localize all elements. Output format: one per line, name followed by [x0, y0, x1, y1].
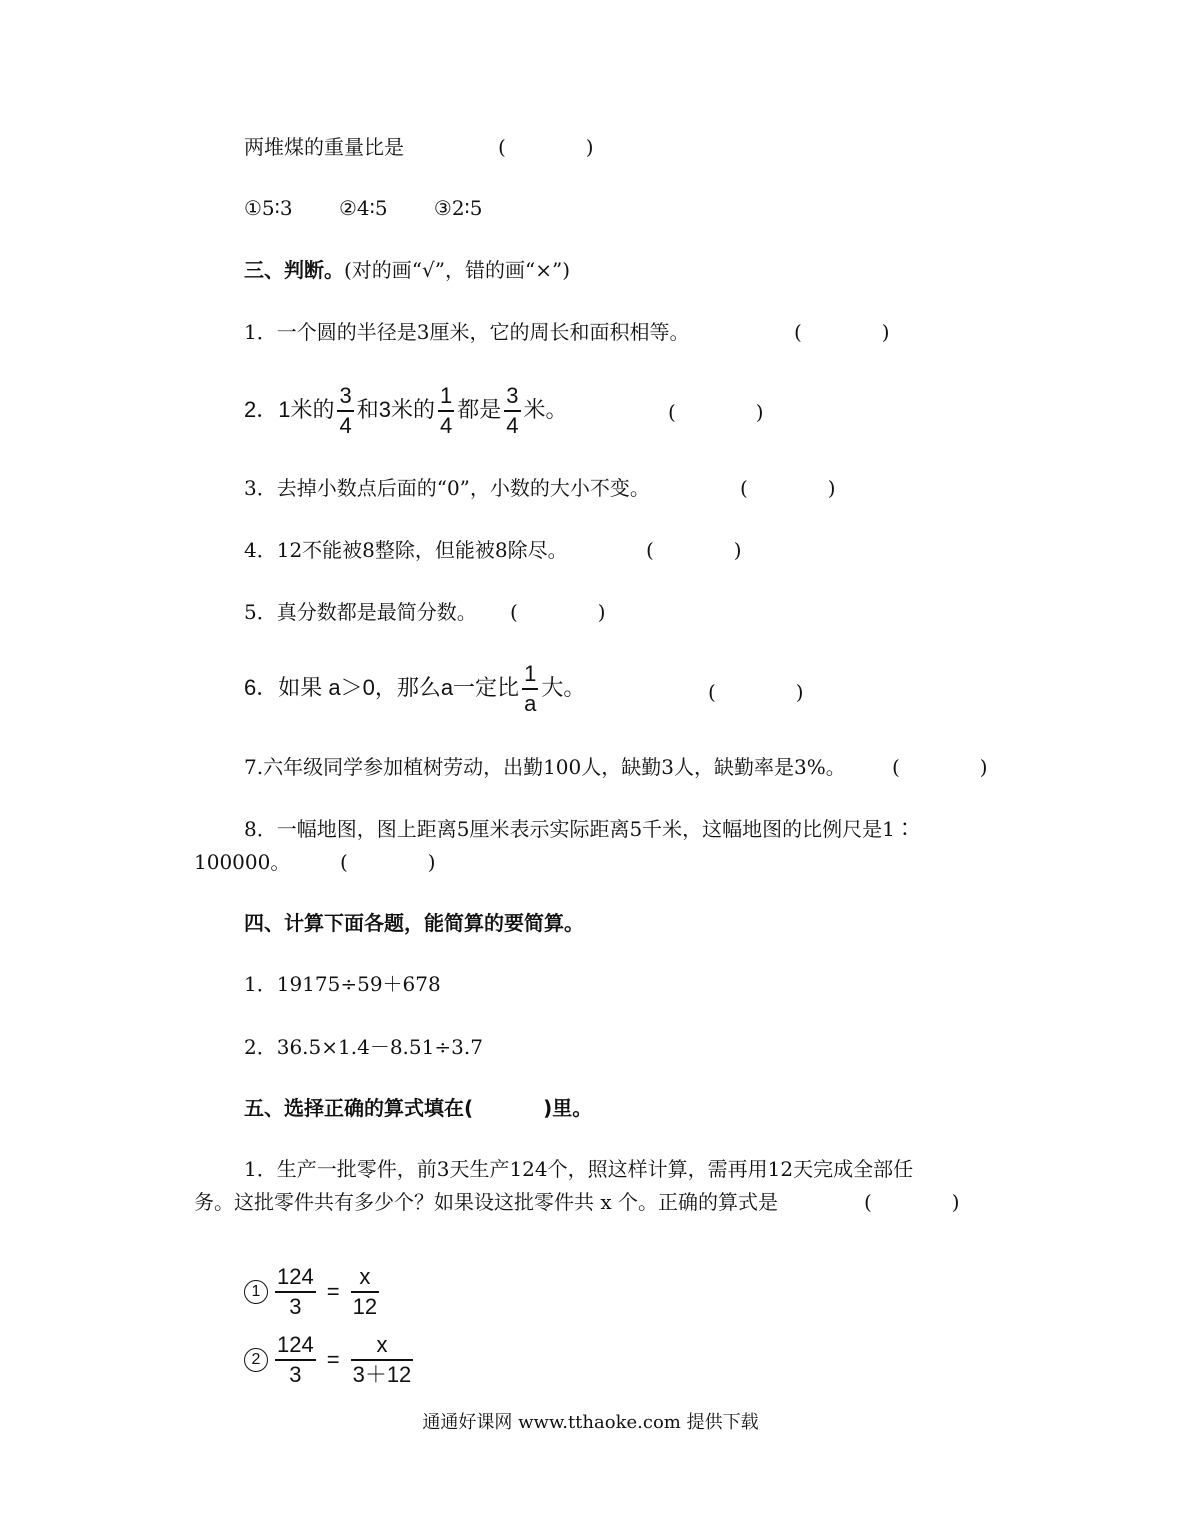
- title-part: )里。: [543, 1096, 593, 1120]
- answer-blank: ( ): [510, 600, 606, 624]
- fraction: [522, 663, 538, 715]
- option-number: 1: [244, 1280, 268, 1304]
- question-text: 两堆煤的重量比是: [244, 135, 404, 159]
- numerator: 1: [522, 663, 538, 690]
- equation-option-2: [244, 1334, 416, 1386]
- denominator: 3: [289, 1362, 302, 1387]
- text-part: 和3米的: [356, 397, 435, 422]
- question-fraction-line: [244, 378, 568, 442]
- question-text: 务。这批零件共有多少个？如果设这批零件共 x 个。正确的算式是: [194, 1190, 778, 1214]
- numerator: x: [351, 1334, 414, 1361]
- text-part: 6．如果 a＞0，那么a一定比: [244, 675, 520, 700]
- numerator: x: [351, 1266, 379, 1293]
- question-text: 1．生产一批零件，前3天生产124个，照这样计算，需再用12天完成全部任: [244, 1157, 914, 1181]
- section-title: 三、判断。: [244, 258, 344, 282]
- option: ③2∶5: [433, 196, 483, 220]
- option: ②4∶5: [338, 196, 388, 220]
- text-part: 大。: [541, 675, 586, 700]
- option-row: [244, 194, 523, 222]
- answer-blank: ( ): [864, 1190, 960, 1214]
- question-text: 7.六年级同学参加植树劳动，出勤100人，缺勤3人，缺勤率是3%。: [244, 755, 846, 779]
- option-number: 2: [244, 1348, 268, 1372]
- question-text: 100000。: [194, 850, 291, 874]
- numerator: 1: [438, 385, 454, 412]
- equals-sign: =: [326, 1279, 340, 1304]
- question-text: 5．真分数都是最简分数。: [244, 600, 477, 624]
- denominator: 12: [352, 1294, 378, 1319]
- page-footer: 通通好课网 www.tthaoke.com 提供下载: [422, 1412, 759, 1433]
- numerator: 124: [275, 1266, 316, 1293]
- question-text: 1．一个圆的半径是3厘米，它的周长和面积相等。: [244, 320, 690, 344]
- text-part: 2．1米的: [244, 397, 335, 422]
- fraction: [351, 1266, 379, 1318]
- option: ①5∶3: [244, 196, 293, 220]
- section-title: [244, 1094, 592, 1122]
- question-fraction-line: [244, 656, 585, 720]
- answer-blank: ( ): [498, 135, 594, 159]
- denominator: a: [524, 691, 537, 717]
- section-heading: [244, 256, 570, 284]
- denominator: 4: [506, 413, 519, 439]
- question-text: 3．去掉小数点后面的“0”，小数的大小不变。: [244, 476, 650, 500]
- numerator: 3: [504, 385, 520, 412]
- text-part: 都是: [457, 397, 502, 422]
- numerator: 124: [275, 1334, 316, 1361]
- denominator: 4: [339, 413, 352, 439]
- denominator: 4: [439, 413, 453, 439]
- section-title: 四、计算下面各题，能简算的要简算。: [244, 911, 584, 935]
- answer-blank: ( ): [340, 850, 436, 874]
- answer-blank: ( ): [708, 680, 804, 704]
- question-text: 1．19175÷59＋678: [244, 972, 441, 996]
- numerator: 3: [337, 385, 353, 412]
- equals-sign: =: [326, 1347, 340, 1372]
- question-text: 2．36.5×1.4－8.51÷3.7: [244, 1035, 483, 1059]
- section-note: (对的画“√”，错的画“×”): [344, 258, 571, 282]
- equation-option-1: [244, 1266, 382, 1318]
- answer-blank: ( ): [646, 538, 742, 562]
- text-part: 米。: [523, 397, 568, 422]
- fraction: [275, 1334, 316, 1386]
- answer-blank: ( ): [668, 400, 764, 424]
- fraction: [351, 1334, 414, 1386]
- question-text: 4．12不能被8整除，但能被8除尽。: [244, 538, 568, 562]
- fraction: [337, 385, 353, 437]
- fraction: [438, 385, 454, 437]
- fraction: [275, 1266, 316, 1318]
- denominator: 3＋12: [352, 1362, 412, 1387]
- fraction: [504, 385, 520, 437]
- answer-blank: ( ): [892, 755, 988, 779]
- denominator: 3: [289, 1294, 302, 1319]
- question-text: 8．一幅地图，图上距离5厘米表示实际距离5千米，这幅地图的比例尺是1∶: [244, 817, 915, 841]
- title-part: 五、选择正确的算式填在(: [244, 1096, 474, 1120]
- answer-blank: ( ): [794, 320, 890, 344]
- answer-blank: ( ): [740, 476, 836, 500]
